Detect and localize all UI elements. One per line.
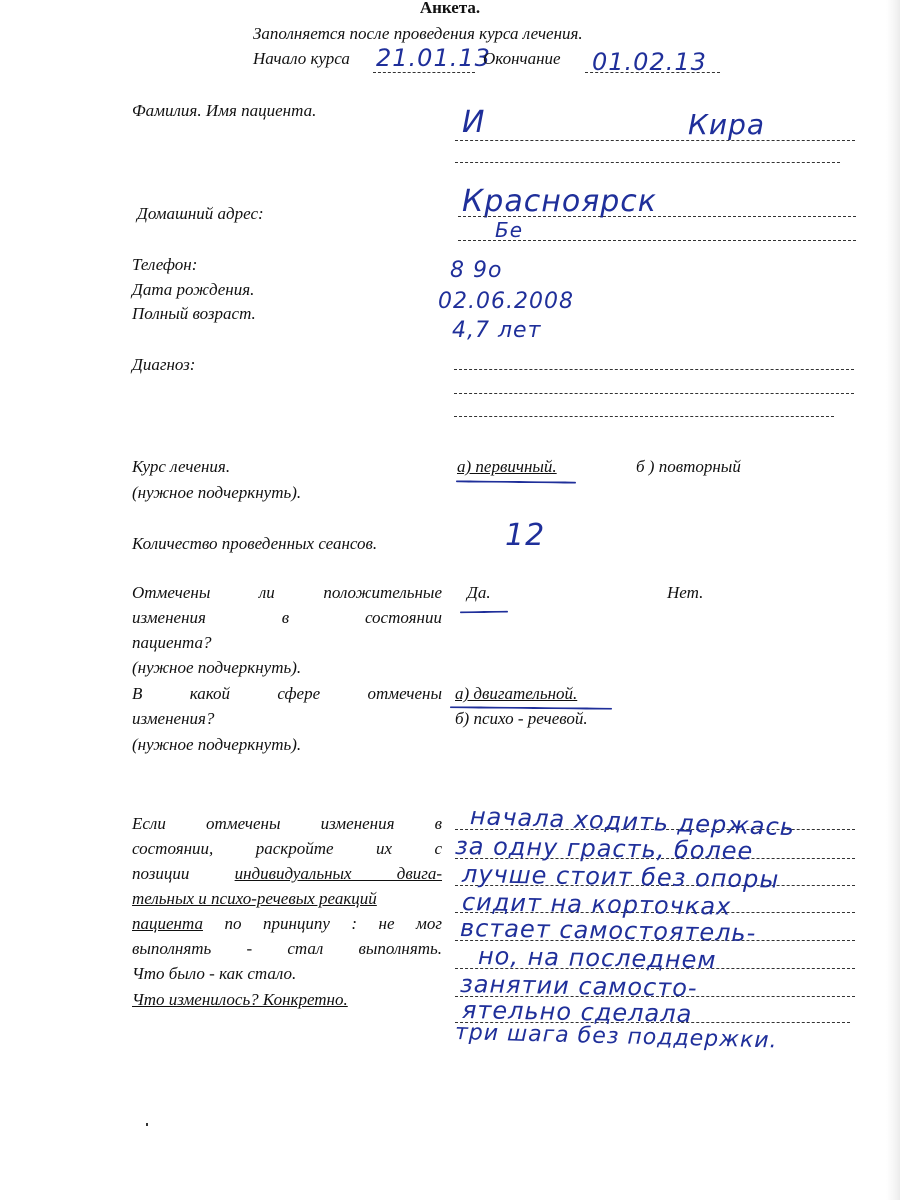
- details-answer-line-1: начала ходить держась: [469, 802, 796, 842]
- details-q5-ul: пациента: [132, 914, 203, 933]
- details-q5-post: по принципу : не мог: [224, 914, 442, 933]
- address-label: Домашний адрес:: [137, 204, 264, 223]
- diagnosis-label: Диагноз:: [132, 355, 196, 374]
- birth-date-label: Дата рождения.: [132, 280, 255, 299]
- form-title-text: Анкета: [419, 0, 476, 17]
- patient-name-value-start: И: [462, 105, 486, 140]
- details-answer-line-9: три шага без поддержки.: [454, 1020, 778, 1054]
- patient-name-label: Фамилия. Имя пациента.: [132, 101, 317, 120]
- details-question-8: Что изменилось? Конкретно.: [132, 990, 348, 1009]
- positive-changes-hint: (нужное подчеркнуть).: [132, 658, 302, 677]
- course-type-hint: (нужное подчеркнуть).: [132, 483, 302, 502]
- sphere-option-motor: а) двигательной.: [455, 684, 578, 703]
- form-title-dot: .: [475, 0, 481, 17]
- address-line2-value: Бе: [495, 218, 524, 242]
- scan-edge-shadow: [886, 0, 900, 1200]
- details-question-3: [132, 864, 442, 884]
- details-question-2: состоянии, раскройте их с: [132, 839, 442, 858]
- course-start-label: Начало курса: [253, 49, 350, 68]
- patient-name-value-end: Кира: [688, 108, 766, 141]
- details-answer-line-8: ятельно сделала: [461, 996, 693, 1029]
- details-q3-ul: индивидуальных двига-: [234, 864, 443, 883]
- details-question-4: тельных и психо-речевых реакций: [132, 889, 377, 908]
- sessions-label: Количество проведенных сеансов.: [132, 534, 378, 553]
- course-end-label: Окончание: [483, 49, 561, 68]
- positive-changes-question-3: пациента?: [132, 633, 212, 652]
- sphere-question-1: В какой сфере отмечены: [132, 684, 442, 703]
- address-line1-value: Красноярск: [462, 184, 657, 219]
- details-question-7: Что было - как стало.: [132, 964, 297, 983]
- course-start-value: 21.01.13: [376, 44, 491, 72]
- positive-changes-no: Нет.: [667, 583, 704, 602]
- phone-label: Телефон:: [132, 255, 198, 274]
- course-type-option-primary: а) первичный.: [457, 457, 557, 476]
- details-answer-line-4: сидит на корточках: [461, 888, 732, 921]
- details-answer-line-2: за одну грасть, более: [454, 832, 754, 866]
- sphere-hint: (нужное подчеркнуть).: [132, 735, 302, 754]
- course-type-option-repeat: б ) повторный: [636, 457, 741, 476]
- age-label: Полный возраст.: [132, 304, 256, 323]
- details-answer-line-6: но, на последнем: [477, 942, 717, 975]
- sphere-option-speech: б) психо - речевой.: [455, 709, 588, 728]
- form-title: [0, 0, 900, 18]
- details-answer-line-5: встает самостоятель-: [459, 914, 757, 948]
- phone-value: 8 9о: [450, 258, 503, 283]
- birth-date-value: 02.06.2008: [438, 289, 574, 314]
- sphere-question-2: изменения?: [132, 709, 215, 728]
- details-question-1: Если отмечены изменения в: [132, 814, 442, 833]
- age-value: 4,7 лет: [452, 318, 542, 343]
- course-type-label: Курс лечения.: [132, 457, 231, 476]
- details-question-5: [132, 914, 442, 934]
- course-end-value: 01.02.13: [592, 48, 707, 76]
- sessions-value: 12: [505, 518, 546, 553]
- details-q3-pre: позиции: [132, 864, 190, 883]
- positive-changes-yes: Да.: [467, 583, 491, 602]
- form-subtitle: Заполняется после проведения курса лечения.: [253, 24, 583, 43]
- positive-changes-question-1: Отмечены ли положительные: [132, 583, 442, 602]
- details-answer-line-7: занятии самосто-: [459, 970, 698, 1003]
- details-question-6: выполнять - стал выполнять.: [132, 939, 442, 958]
- scan-dot: [146, 1123, 148, 1126]
- details-answer-line-3: лучше стоит без опоры: [461, 860, 780, 894]
- positive-changes-question-2: изменения в состоянии: [132, 608, 442, 627]
